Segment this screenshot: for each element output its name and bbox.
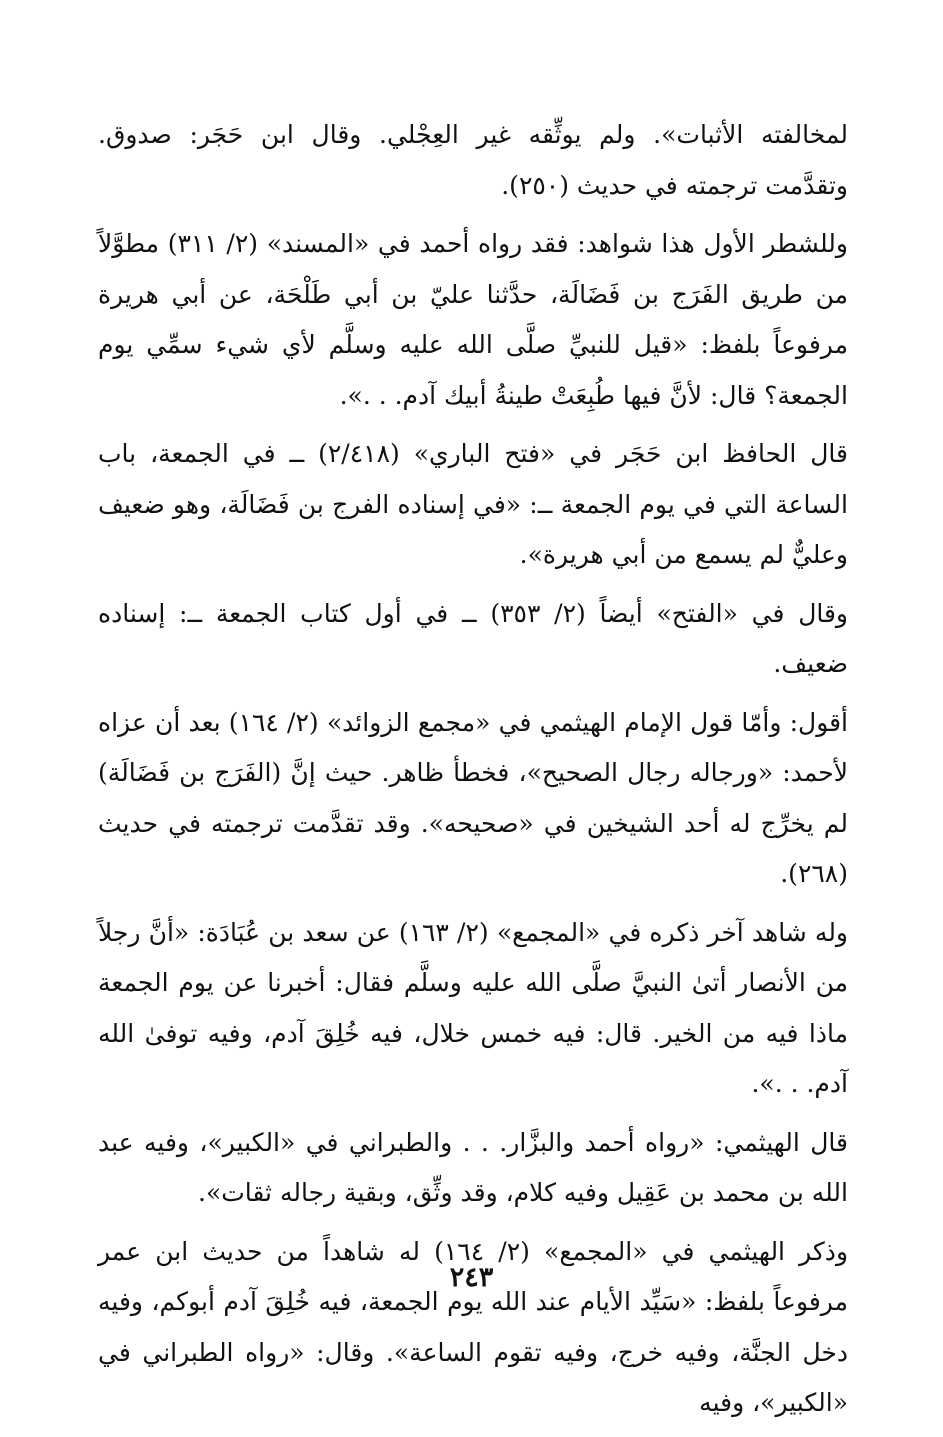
page-number: ٢٤٣	[449, 1262, 494, 1293]
paragraph-8: وذكر الهيثمي في «المجمع» (٢/ ١٦٤) له شاهداً من حديث ابن عمر مرفوعاً بلفظ: «سَيِّد الأيام عند الله يوم الجمعة، فيه خُلِقَ آدم أبوكم، وفيه دخل الجنَّة، وفيه خرج، وفيه تقوم الساعة». وقال: «رواه الطبراني في «الكبير»، وفيه	[98, 1236, 849, 1417]
paragraph-4: وقال في «الفتح» أيضاً (٢/ ٣٥٣) ــ في أول كتاب الجمعة ــ: إسناده ضعيف.	[98, 598, 848, 678]
paragraph-7: قال الهيثمي: «رواه أحمد والبزَّار. . . والطبراني في «الكبير»، وفيه عبد الله بن محمد بن عَقِيل وفيه كلام، وقد وثِّق، وبقية رجاله ثقات».	[98, 1127, 848, 1207]
paragraph-1: لمخالفته الأثبات». ولم يوثِّقه غير العِجْلي. وقال ابن حَجَر: صدوق. وتقدَّمت ترجمته في حديث (٢٥٠).	[98, 120, 848, 200]
paragraph-3: قال الحافظ ابن حَجَر في «فتح الباري» (٢/٤١٨) ــ في الجمعة، باب الساعة التي في يوم الجمعة ــ: «في إسناده الفرج بن فَضَالَة، وهو ضعيف وعليٌّ لم يسمع من أبي هريرة».	[98, 439, 848, 569]
paragraph-2: وللشطر الأول هذا شواهد: فقد رواه أحمد في «المسند» (٢/ ٣١١) مطوَّلاً من طريق الفَرَج بن فَضَالَة، حدَّثنا عليّ بن أبي طَلْحَة، عن أبي هريرة مرفوعاً بلفظ: «قيل للنبيِّ صلَّى الله عليه وسلَّم لأي شيء سمِّي يوم الجمعة؟ قال: لأنَّ فيها طُبِعَتْ طينةُ أبيك آدم. . .».	[98, 229, 848, 410]
paragraph-6: وله شاهد آخر ذكره في «المجمع» (٢/ ١٦٣) عن سعد بن عُبَادَة: «أنَّ رجلاً من الأنصار أتىٰ النبيَّ صلَّى الله عليه وسلَّم فقال: أخبرنا عن يوم الجمعة ماذا فيه من الخير. قال: فيه خمس خلال، فيه خُلِقَ آدم، وفيه توفىٰ الله آدم. . .».	[98, 917, 849, 1098]
paragraph-5: أقول: وأمّا قول الإمام الهيثمي في «مجمع الزوائد» (٢/ ١٦٤) بعد أن عزاه لأحمد: «ورجاله رجال الصحيح»، فخطأ ظاهر. حيث إنَّ (الفَرَج بن فَضَالَة) لم يخرِّج له أحد الشيخين في «صحيحه». وقد تقدَّمت ترجمته في حديث (٢٦٨).	[98, 707, 849, 888]
body-text	[98, 110, 848, 1437]
